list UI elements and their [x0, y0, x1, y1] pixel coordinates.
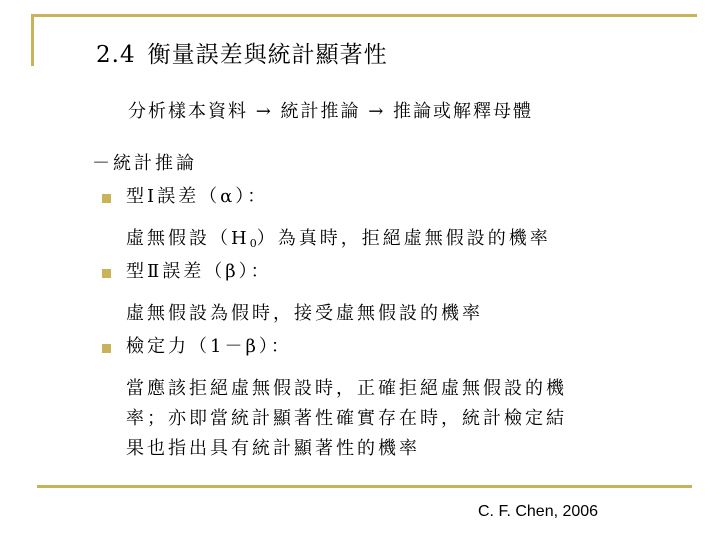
frame-top-line	[31, 14, 697, 17]
frame-left-line	[31, 14, 34, 66]
item-head-type1: 型I誤差（α）：	[126, 186, 269, 207]
inference-flow: 分析樣本資料 → 統計推論 → 推論或解釋母體	[128, 101, 534, 122]
item-body-power-line3: 果也指出具有統計顯著性的機率	[126, 438, 420, 459]
bullet-icon	[102, 344, 111, 353]
section-heading: －統計推論	[92, 153, 197, 174]
type1-body-post: ）為真時，拒絕虛無假設的機率	[256, 228, 551, 249]
item-body-power-line1: 當應該拒絕虛無假設時，正確拒絕虛無假設的機	[126, 378, 567, 399]
footer-credit: C. F. Chen, 2006	[478, 503, 599, 520]
item-body-type1	[126, 224, 551, 250]
item-body-power-line2: 率；亦即當統計顯著性確實存在時，統計檢定結	[126, 408, 567, 429]
item-body-type2: 虛無假設為假時，接受虛無假設的機率	[126, 303, 483, 324]
slide-title	[96, 36, 388, 69]
type1-body-pre: 虛無假設（H	[126, 228, 250, 249]
section-number: 2.4	[96, 42, 136, 68]
h0-subscript: 0	[249, 237, 257, 250]
bullet-icon	[102, 194, 111, 203]
item-head-power: 檢定力（1－β）：	[126, 336, 292, 357]
title-text: 衡量誤差與統計顯著性	[147, 42, 388, 68]
item-head-type2: 型Ⅱ誤差（β）：	[126, 261, 272, 282]
bullet-icon	[102, 269, 111, 278]
footer-line	[37, 485, 692, 488]
